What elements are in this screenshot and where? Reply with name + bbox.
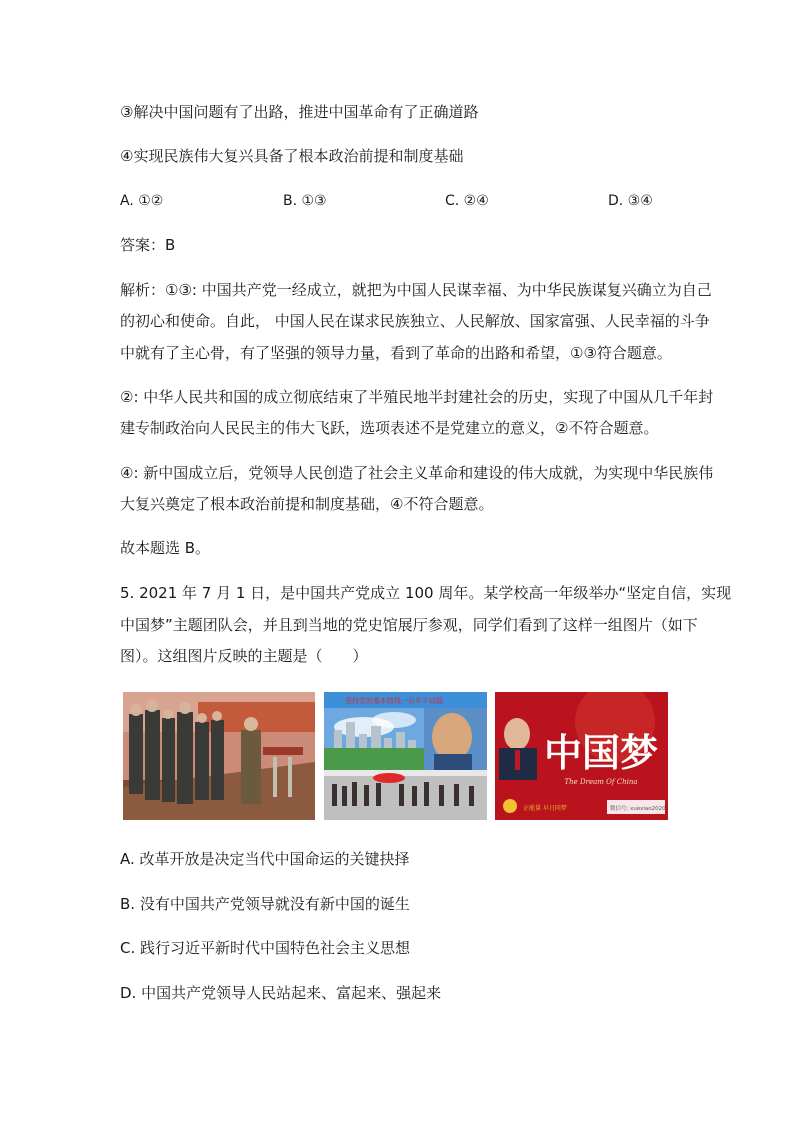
choice-a: A. 改革开放是决定当代中国命运的关键抉择	[120, 850, 410, 868]
question5-stem-line: 图）。这组图片反映的主题是（ ）	[120, 647, 368, 665]
choice-c: C. 践行习近平新时代中国特色社会主义思想	[120, 939, 411, 957]
poster-footer-right: 微信号: xuexiao2020	[610, 806, 666, 812]
question5-stem-line: 5. 2021 年 7 月 1 日，是中国共产党成立 100 周年。某学校高一年级举办“坚定自信，实现	[120, 584, 732, 602]
billboard-banner-text: 坚持党的基本路线一百年不动摇	[345, 697, 443, 705]
analysis-line: 建专制政治向人民民主的伟大飞跃，选项表述不是党建立的意义，②不符合题意。	[120, 419, 659, 437]
option-b: B. ①③	[283, 193, 327, 209]
poster-footer-left: 正能量 早日同梦	[523, 805, 567, 812]
choice-b: B. 没有中国共产党领导就没有新中国的诞生	[120, 895, 410, 913]
conclusion-line: 故本题选 B。	[120, 539, 211, 557]
analysis-line: 大复兴奠定了根本政治前提和制度基础，④不符合题意。	[120, 495, 494, 513]
analysis-line: ④: 新中国成立后，党领导人民创造了社会主义革命和建设的伟大成就，为实现中华民族伟	[120, 464, 714, 482]
chinese-dream-title: 中国梦	[543, 730, 659, 775]
image-reform-billboard	[324, 692, 487, 820]
analysis-line: 中就有了主心骨，有了坚强的领导力量，看到了革命的出路和希望，①③符合题意。	[120, 344, 672, 362]
analysis-line: 的初心和使命。自此， 中国人民在谋求民族独立、人民解放、国家富强、人民幸福的斗争	[120, 312, 710, 330]
option-c: C. ②④	[445, 193, 489, 209]
statement-3: ③解决中国问题有了出路，推进中国革命有了正确道路	[120, 103, 479, 121]
question5-stem-line: 中国梦”主题团队会，并且到当地的党史馆展厅参观，同学们看到了这样一组图片（如下	[120, 616, 698, 634]
image-founding-ceremony	[123, 692, 315, 820]
answer-line: 答案：B	[120, 236, 176, 254]
option-a: A. ①②	[120, 193, 164, 209]
analysis-line: 解析：①③: 中国共产党一经成立，就把为中国人民谋幸福、为中华民族谋复兴确立为自己	[120, 281, 712, 299]
analysis-line: ②: 中华人民共和国的成立彻底结束了半殖民地半封建社会的历史，实现了中国从几千年封	[120, 388, 714, 406]
statement-4: ④实现民族伟大复兴具备了根本政治前提和制度基础	[120, 147, 464, 165]
chinese-dream-subtitle: The Dream Of China	[564, 778, 638, 786]
option-d: D. ③④	[608, 193, 653, 209]
choice-d: D. 中国共产党领导人民站起来、富起来、强起来	[120, 984, 442, 1002]
image-chinese-dream	[495, 692, 668, 820]
